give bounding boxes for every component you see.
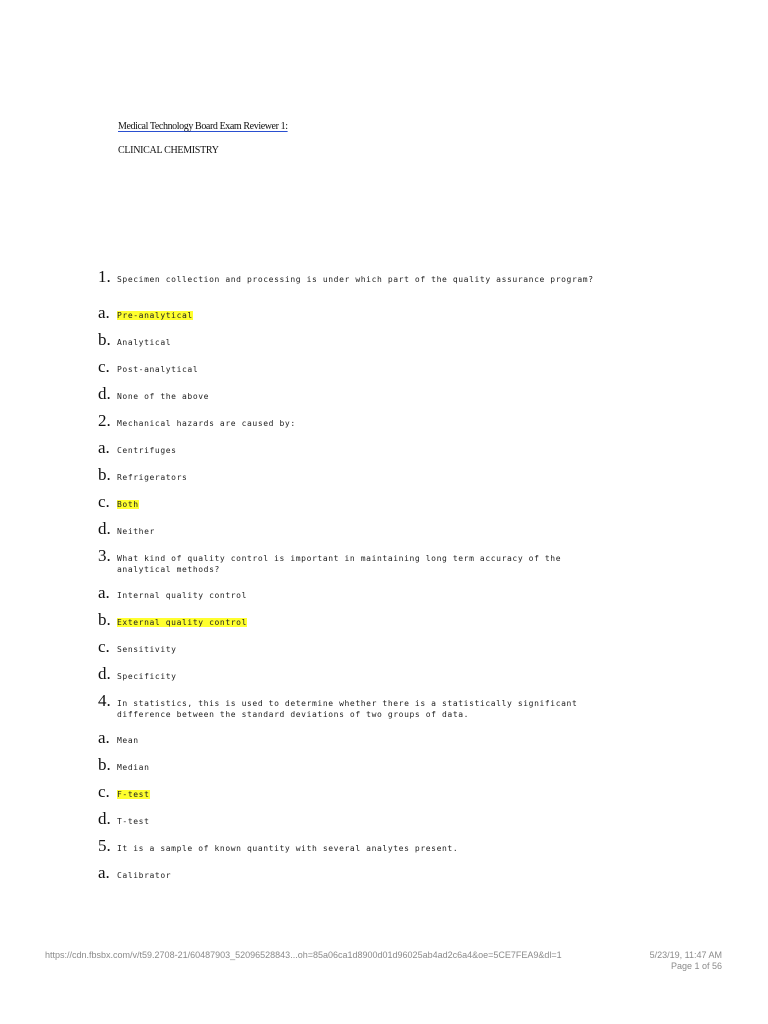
highlighted-answer: External quality control xyxy=(117,618,247,627)
answer-option xyxy=(98,439,598,466)
option-letter: d. xyxy=(98,809,111,828)
answer-option xyxy=(98,304,598,331)
question-item xyxy=(98,692,598,729)
answer-option xyxy=(98,783,598,810)
answer-option xyxy=(98,358,598,385)
option-text: Mean xyxy=(117,736,139,745)
option-letter: a. xyxy=(98,863,110,882)
option-text-block xyxy=(117,756,150,773)
option-text: Calibrator xyxy=(117,871,172,880)
option-text: Internal quality control xyxy=(117,591,247,600)
option-text-block xyxy=(117,729,139,746)
question-text-block xyxy=(117,692,598,720)
option-text-block xyxy=(117,810,150,827)
option-letter: d. xyxy=(98,384,111,403)
answer-option xyxy=(98,756,598,783)
option-text-block xyxy=(117,520,155,537)
option-text-block xyxy=(117,439,177,456)
option-text-block xyxy=(117,864,171,881)
question-text: What kind of quality control is important in maintaining long term accuracy of the analytical methods? xyxy=(117,554,567,574)
option-text: Refrigerators xyxy=(117,473,188,482)
option-letter: c. xyxy=(98,357,110,376)
question-number: 3. xyxy=(98,546,111,565)
option-text-block xyxy=(117,493,139,510)
option-letter: c. xyxy=(98,492,110,511)
highlighted-answer: Pre-analytical xyxy=(117,311,193,320)
answer-option xyxy=(98,466,598,493)
option-text: T-test xyxy=(117,817,150,826)
question-number: 2. xyxy=(98,411,111,430)
answer-option xyxy=(98,611,598,638)
option-text: Median xyxy=(117,763,150,772)
answer-option xyxy=(98,493,598,520)
option-text-block xyxy=(117,385,209,402)
question-item xyxy=(98,412,598,439)
answer-option xyxy=(98,864,598,891)
answer-option xyxy=(98,520,598,547)
question-item xyxy=(98,268,598,304)
footer-timestamp: 5/23/19, 11:47 AM xyxy=(649,950,722,960)
option-text-block xyxy=(117,783,150,800)
option-text: None of the above xyxy=(117,392,210,401)
answer-option xyxy=(98,729,598,756)
footer-meta xyxy=(650,950,722,972)
option-text: Analytical xyxy=(117,338,172,347)
highlighted-answer: F-test xyxy=(117,790,150,799)
question-item xyxy=(98,837,598,864)
option-text-block xyxy=(117,466,187,483)
answer-option xyxy=(98,665,598,692)
option-letter: c. xyxy=(98,637,110,656)
answer-option xyxy=(98,584,598,611)
answer-option xyxy=(98,810,598,837)
document-subtitle: CLINICAL CHEMISTRY xyxy=(118,145,219,156)
option-letter: d. xyxy=(98,519,111,538)
question-text: Specimen collection and processing is under which part of the quality assurance program? xyxy=(117,275,594,284)
question-text-block xyxy=(117,547,598,575)
option-text: Sensitivity xyxy=(117,645,177,654)
option-text: Centrifuges xyxy=(117,446,177,455)
question-list xyxy=(98,268,598,891)
option-text-block xyxy=(117,358,198,375)
question-text-block xyxy=(117,412,296,429)
option-letter: a. xyxy=(98,438,110,457)
question-text: It is a sample of known quantity with several analytes present. xyxy=(117,844,459,853)
option-text-block xyxy=(117,331,171,348)
question-number: 4. xyxy=(98,691,111,710)
option-text-block xyxy=(117,584,247,601)
document-title: Medical Technology Board Exam Reviewer 1: xyxy=(118,121,288,132)
option-text-block xyxy=(117,638,177,655)
option-letter: d. xyxy=(98,664,111,683)
option-letter: b. xyxy=(98,610,111,629)
option-text: Specificity xyxy=(117,672,177,681)
option-text-block xyxy=(117,665,177,682)
option-text: Post-analytical xyxy=(117,365,199,374)
question-number: 1. xyxy=(98,267,111,286)
option-letter: b. xyxy=(98,330,111,349)
question-text-block xyxy=(117,268,594,285)
answer-option xyxy=(98,638,598,665)
footer-page-number: Page 1 of 56 xyxy=(670,961,722,971)
option-letter: a. xyxy=(98,728,110,747)
option-letter: c. xyxy=(98,782,110,801)
answer-option xyxy=(98,331,598,358)
option-text-block xyxy=(117,304,193,321)
option-letter: a. xyxy=(98,303,110,322)
answer-option xyxy=(98,385,598,412)
footer-url: https://cdn.fbsbx.com/v/t59.2708-21/60487903_52096528843...oh=85a06ca1d8900d01d96025ab4ad2c6a4&oe=5CE7FEA9&dl=1 xyxy=(45,950,562,960)
question-text: In statistics, this is used to determine whether there is a statistically significant difference between the standard deviations of two groups of data. xyxy=(117,699,583,719)
question-item xyxy=(98,547,598,584)
option-letter: a. xyxy=(98,583,110,602)
option-letter: b. xyxy=(98,755,111,774)
highlighted-answer: Both xyxy=(117,500,139,509)
option-text: Neither xyxy=(117,527,155,536)
option-letter: b. xyxy=(98,465,111,484)
question-text-block xyxy=(117,837,458,854)
option-text-block xyxy=(117,611,247,628)
question-text: Mechanical hazards are caused by: xyxy=(117,419,296,428)
question-number: 5. xyxy=(98,836,111,855)
